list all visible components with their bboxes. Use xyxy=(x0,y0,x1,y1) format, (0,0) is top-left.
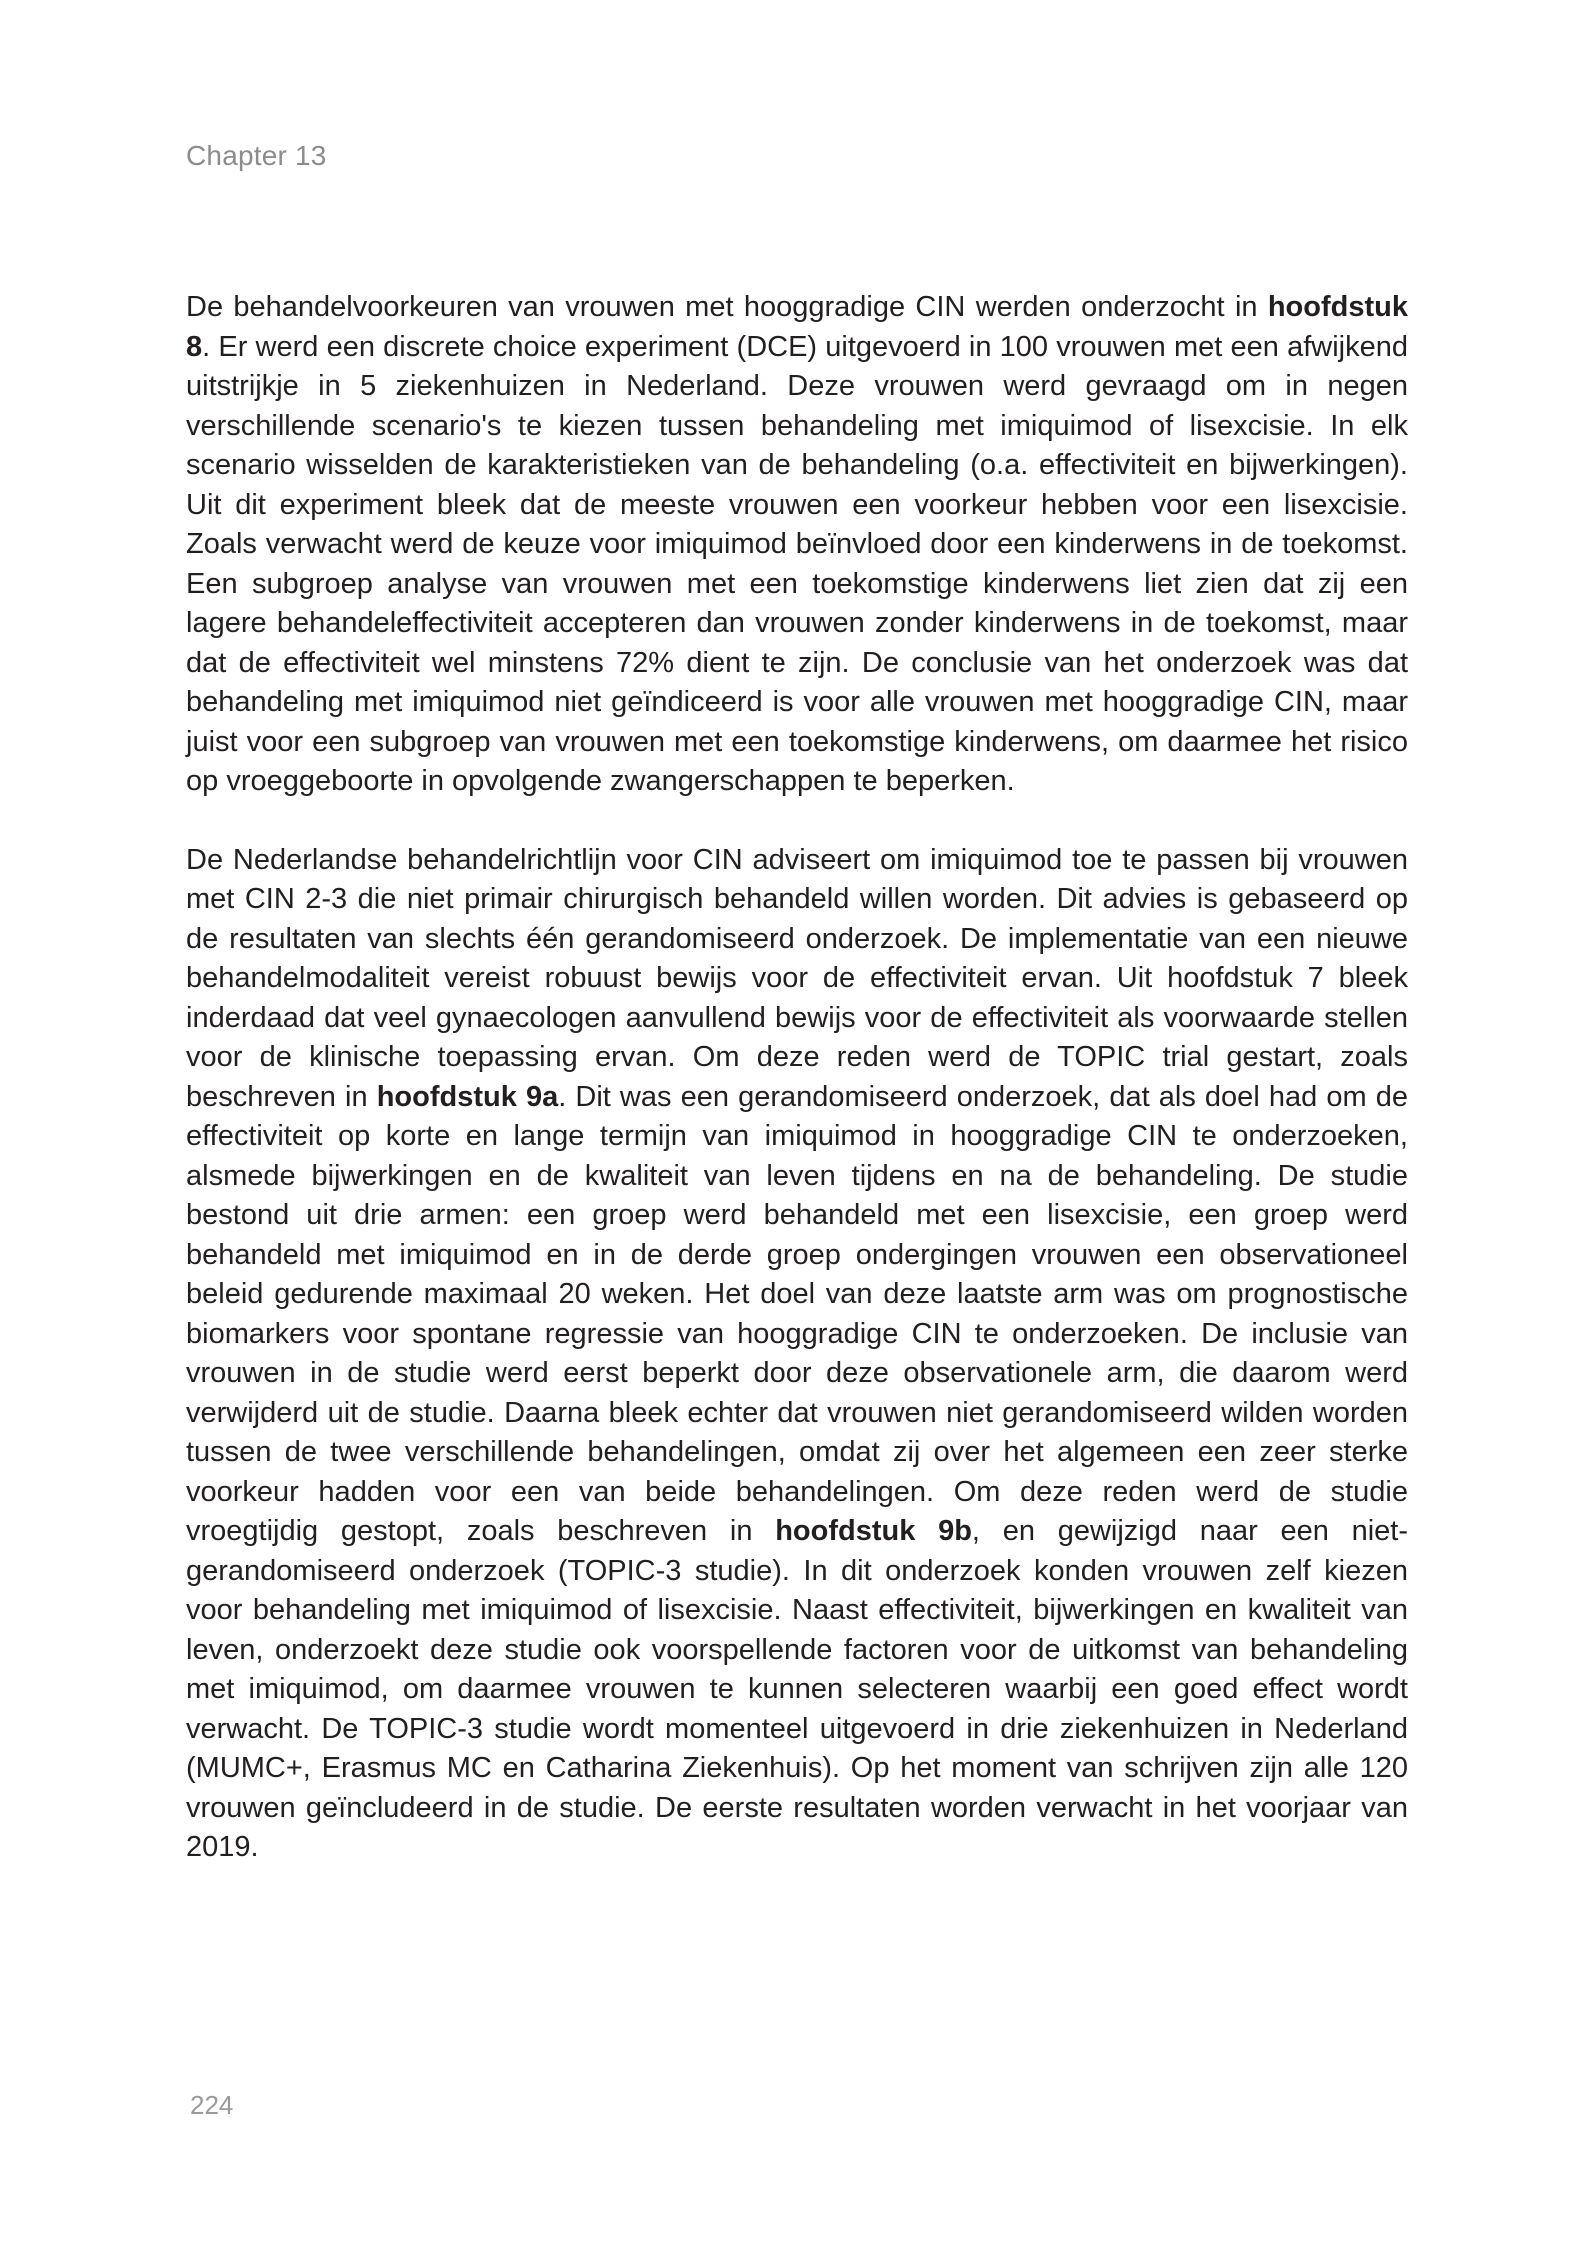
text-segment: . Er werd een discrete choice experiment (DCE) uitgevoerd in 100 vrouwen met een afwijkend uitstrijkje in 5 ziekenhuizen in Nederland. Deze vrouwen werd gevraagd om in negen verschillende scenario's te kiezen tussen behandeling met imiquimod of lisexcisie. In elk scenario wisselden de karakteristieken van de behandeling (o.a. effectiviteit en bijwerkingen). Uit dit experiment bleek dat de meeste vrouwen een voorkeur hebben voor een lisexcisie. Zoals verwacht werd de keuze voor imiquimod beïnvloed door een kinderwens in de toekomst. Een subgroep analyse van vrouwen met een toekomstige kinderwens liet zien dat zij een lagere behandeleffectiviteit accepteren dan vrouwen zonder kinderwens in de toekomst, maar dat de effectiviteit wel minstens 72% dient te zijn. De conclusie van het onderzoek was dat behandeling met imiquimod niet geïndiceerd is voor alle vrouwen met hooggradige CIN, maar juist voor een subgroep van vrouwen met een toekomstige kinderwens, om daarmee het risico op vroeggeboorte in opvolgende zwangerschappen te beperken. xyxy=(186,330,1408,797)
text-segment: De Nederlandse behandelrichtlijn voor CIN adviseert om imiquimod toe te passen bij vrouwen met CIN 2-3 die niet primair chirurgisch behandeld willen worden. Dit advies is gebaseerd op de resultaten van slechts één gerandomiseerd onderzoek. De implementatie van een nieuwe behandelmodaliteit vereist robuust bewijs voor de effectiviteit ervan. Uit hoofdstuk 7 bleek inderdaad dat veel gynaecologen aanvullend bewijs voor de effectiviteit als voorwaarde stellen voor de klinische toepassing ervan. Om deze reden werd de TOPIC trial gestart, zoals beschreven in xyxy=(186,843,1408,1113)
text-segment: , en gewijzigd naar een niet-gerandomiseerd onderzoek (TOPIC-3 studie). In dit onderzoek konden vrouwen zelf kiezen voor behandeling met imiquimod of lisexcisie. Naast effectiviteit, bijwerkingen en kwaliteit van leven, onderzoekt deze studie ook voorspellende factoren voor de uitkomst van behandeling met imiquimod, om daarmee vrouwen te kunnen selecteren waarbij een goed effect wordt verwacht. De TOPIC-3 studie wordt momenteel uitgevoerd in drie ziekenhuizen in Nederland (MUMC+, Erasmus MC en Catharina Ziekenhuis). Op het moment van schrijven zijn alle 120 vrouwen geïncludeerd in de studie. De eerste resultaten worden verwacht in het voorjaar van 2019. xyxy=(186,1515,1408,1863)
running-header: Chapter 13 xyxy=(186,140,327,171)
paragraph-dce-preferences xyxy=(186,288,1408,802)
text-segment: De behandelvoorkeuren van vrouwen met hooggradige CIN werden onderzocht in xyxy=(186,291,1268,323)
paragraph-topic-trial xyxy=(186,841,1408,1868)
chapter-reference: hoofdstuk 9b xyxy=(775,1515,972,1547)
text-segment: . Dit was een gerandomiseerd onderzoek, dat als doel had om de effectiviteit op korte en lange termijn van imiquimod in hooggradige CIN te onderzoeken, alsmede bijwerkingen en de kwaliteit van leven tijdens en na de behandeling. De studie bestond uit drie armen: een groep werd behandeld met een lisexcisie, een groep werd behandeld met imiquimod en in de derde groep ondergingen vrouwen een observationeel beleid gedurende maximaal 20 weken. Het doel van deze laatste arm was om prognostische biomarkers voor spontane regressie van hooggradige CIN te onderzoeken. De inclusie van vrouwen in de studie werd eerst beperkt door deze observationele arm, die daarom werd verwijderd uit de studie. Daarna bleek echter dat vrouwen niet gerandomiseerd wilden worden tussen de twee verschillende behandelingen, omdat zij over het algemeen een zeer sterke voorkeur hadden voor een van beide behandelingen. Om deze reden werd de studie vroegtijdig gestopt, zoals beschreven in xyxy=(186,1080,1408,1547)
chapter-reference: hoofdstuk 8 xyxy=(186,291,1408,363)
page-number: 224 xyxy=(190,2090,234,2120)
body-text xyxy=(186,288,1408,1868)
chapter-reference: hoofdstuk 9a xyxy=(376,1080,559,1113)
